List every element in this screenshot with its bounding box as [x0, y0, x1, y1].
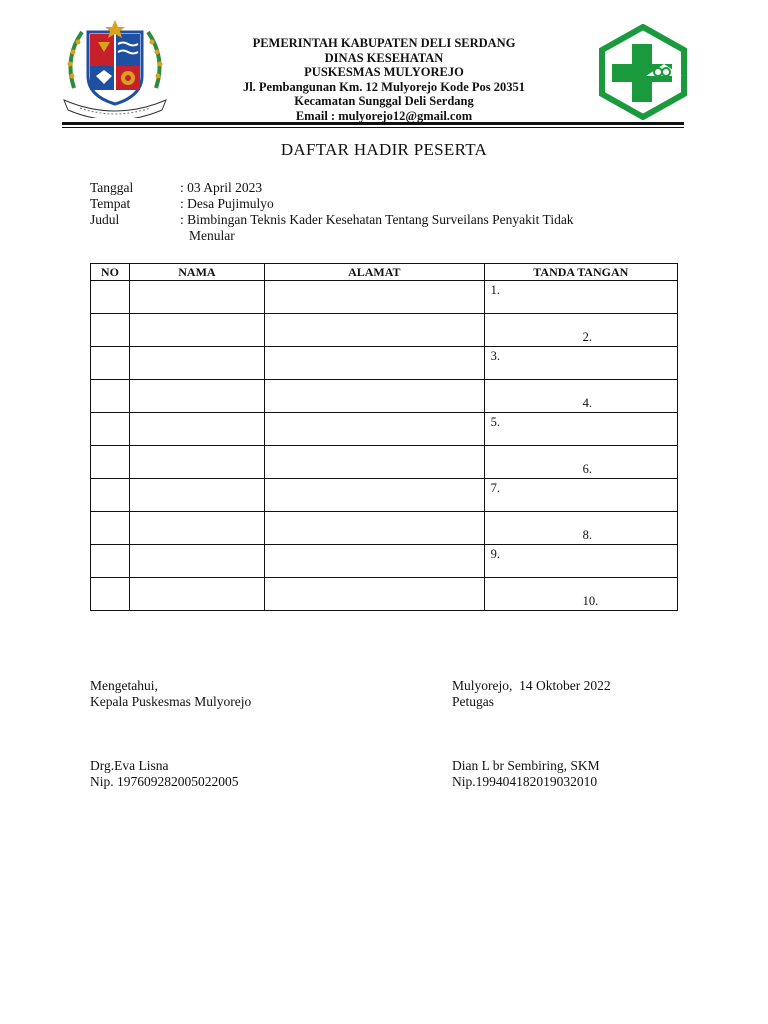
address-cell[interactable] [265, 413, 485, 446]
info-value-continuation: Menular [189, 228, 235, 243]
letterhead-institution: PUSKESMAS MULYOREJO [304, 65, 464, 79]
table-row [91, 578, 678, 611]
signature-cell[interactable] [484, 347, 677, 380]
no-cell[interactable] [91, 347, 130, 380]
address-cell[interactable] [265, 281, 485, 314]
name-cell[interactable] [129, 446, 264, 479]
table-header-row [91, 264, 678, 281]
letterhead-rule-thin [62, 127, 684, 128]
name-cell[interactable] [129, 281, 264, 314]
signature-cell[interactable] [484, 545, 677, 578]
head-nip: Nip. 197609282005022005 [90, 774, 239, 789]
signature-number: 4. [582, 396, 592, 410]
letterhead [180, 36, 588, 123]
signature-number: 6. [582, 462, 592, 476]
officer-position-label: Petugas [452, 694, 494, 709]
signature-number: 5. [490, 415, 500, 429]
info-value: : Bimbingan Teknis Kader Kesehatan Tentang Surveilans Penyakit Tidak [180, 212, 574, 227]
column-header-no: NO [91, 264, 130, 281]
address-cell[interactable] [265, 347, 485, 380]
signature-number: 8. [582, 528, 592, 542]
name-cell[interactable] [129, 413, 264, 446]
letterhead-district: Kecamatan Sunggal Deli Serdang [294, 94, 474, 108]
document-title: DAFTAR HADIR PESERTA [280, 140, 488, 159]
name-cell[interactable] [129, 380, 264, 413]
signature-cell[interactable] [484, 281, 677, 314]
no-cell[interactable] [91, 314, 130, 347]
letterhead-email: Email : mulyorejo12@gmail.com [295, 108, 473, 123]
table-row [91, 380, 678, 413]
column-header-address: ALAMAT [265, 264, 485, 281]
signature-cell[interactable] [484, 413, 677, 446]
footer-right-signatory [452, 758, 600, 790]
info-value: : Desa Pujimulyo [180, 196, 274, 211]
table-row [91, 281, 678, 314]
address-cell[interactable] [265, 314, 485, 347]
puskesmas-green-cross-icon [596, 24, 690, 120]
address-cell[interactable] [265, 512, 485, 545]
deli-serdang-regency-emblem-icon [60, 18, 170, 118]
info-row-title [90, 212, 690, 244]
table-row [91, 512, 678, 545]
name-cell[interactable] [129, 347, 264, 380]
no-cell[interactable] [91, 281, 130, 314]
info-value: : 03 April 2023 [180, 180, 263, 195]
address-cell[interactable] [265, 545, 485, 578]
signature-number: 1. [490, 283, 500, 297]
signature-cell[interactable] [484, 314, 677, 347]
info-row-date [90, 180, 690, 196]
table-row [91, 314, 678, 347]
table-row [91, 545, 678, 578]
address-cell[interactable] [265, 479, 485, 512]
info-label: Judul [90, 212, 120, 227]
signature-number: 7. [490, 481, 500, 495]
officer-nip: Nip.199404182019032010 [452, 774, 598, 789]
column-header-signature: TANDA TANGAN [484, 264, 677, 281]
signature-number: 9. [490, 547, 500, 561]
letterhead-rule-thick [62, 122, 684, 125]
info-row-place [90, 196, 690, 212]
table-row [91, 413, 678, 446]
head-position-label: Kepala Puskesmas Mulyorejo [90, 694, 252, 709]
signature-cell[interactable] [484, 446, 677, 479]
table-row [91, 479, 678, 512]
letterhead-government: PEMERINTAH KABUPATEN DELI SERDANG [252, 36, 516, 50]
info-label: Tempat [90, 196, 131, 211]
signature-number: 2. [582, 330, 592, 344]
name-cell[interactable] [129, 512, 264, 545]
address-cell[interactable] [265, 446, 485, 479]
head-name: Drg.Eva Lisna [90, 758, 169, 773]
officer-name: Dian L br Sembiring, SKM [452, 758, 600, 773]
signature-number: 3. [490, 349, 500, 363]
signature-cell[interactable] [484, 380, 677, 413]
name-cell[interactable] [129, 314, 264, 347]
name-cell[interactable] [129, 545, 264, 578]
no-cell[interactable] [91, 479, 130, 512]
table-row [91, 347, 678, 380]
place-date: Mulyorejo, 14 Oktober 2022 [452, 678, 611, 693]
footer-right-heading [452, 678, 611, 710]
no-cell[interactable] [91, 512, 130, 545]
table-row [91, 446, 678, 479]
name-cell[interactable] [129, 479, 264, 512]
address-cell[interactable] [265, 578, 485, 611]
attendance-table [90, 263, 678, 611]
address-cell[interactable] [265, 380, 485, 413]
info-label: Tanggal [90, 180, 134, 195]
name-cell[interactable] [129, 578, 264, 611]
letterhead-address: Jl. Pembangunan Km. 12 Mulyorejo Kode Pos 20351 [242, 79, 526, 94]
no-cell[interactable] [91, 578, 130, 611]
signature-number: 10. [582, 594, 599, 608]
signature-cell[interactable] [484, 479, 677, 512]
info-value-block [180, 212, 660, 244]
footer-left-signatory [90, 758, 239, 790]
column-header-name: NAMA [129, 264, 264, 281]
signature-cell[interactable] [484, 578, 677, 611]
signature-cell[interactable] [484, 512, 677, 545]
no-cell[interactable] [91, 446, 130, 479]
letterhead-department: DINAS KESEHATAN [324, 50, 444, 65]
no-cell[interactable] [91, 413, 130, 446]
footer-left-heading [90, 678, 251, 710]
event-info [90, 180, 690, 244]
no-cell[interactable] [91, 545, 130, 578]
no-cell[interactable] [91, 380, 130, 413]
acknowledged-label: Mengetahui, [90, 678, 158, 693]
